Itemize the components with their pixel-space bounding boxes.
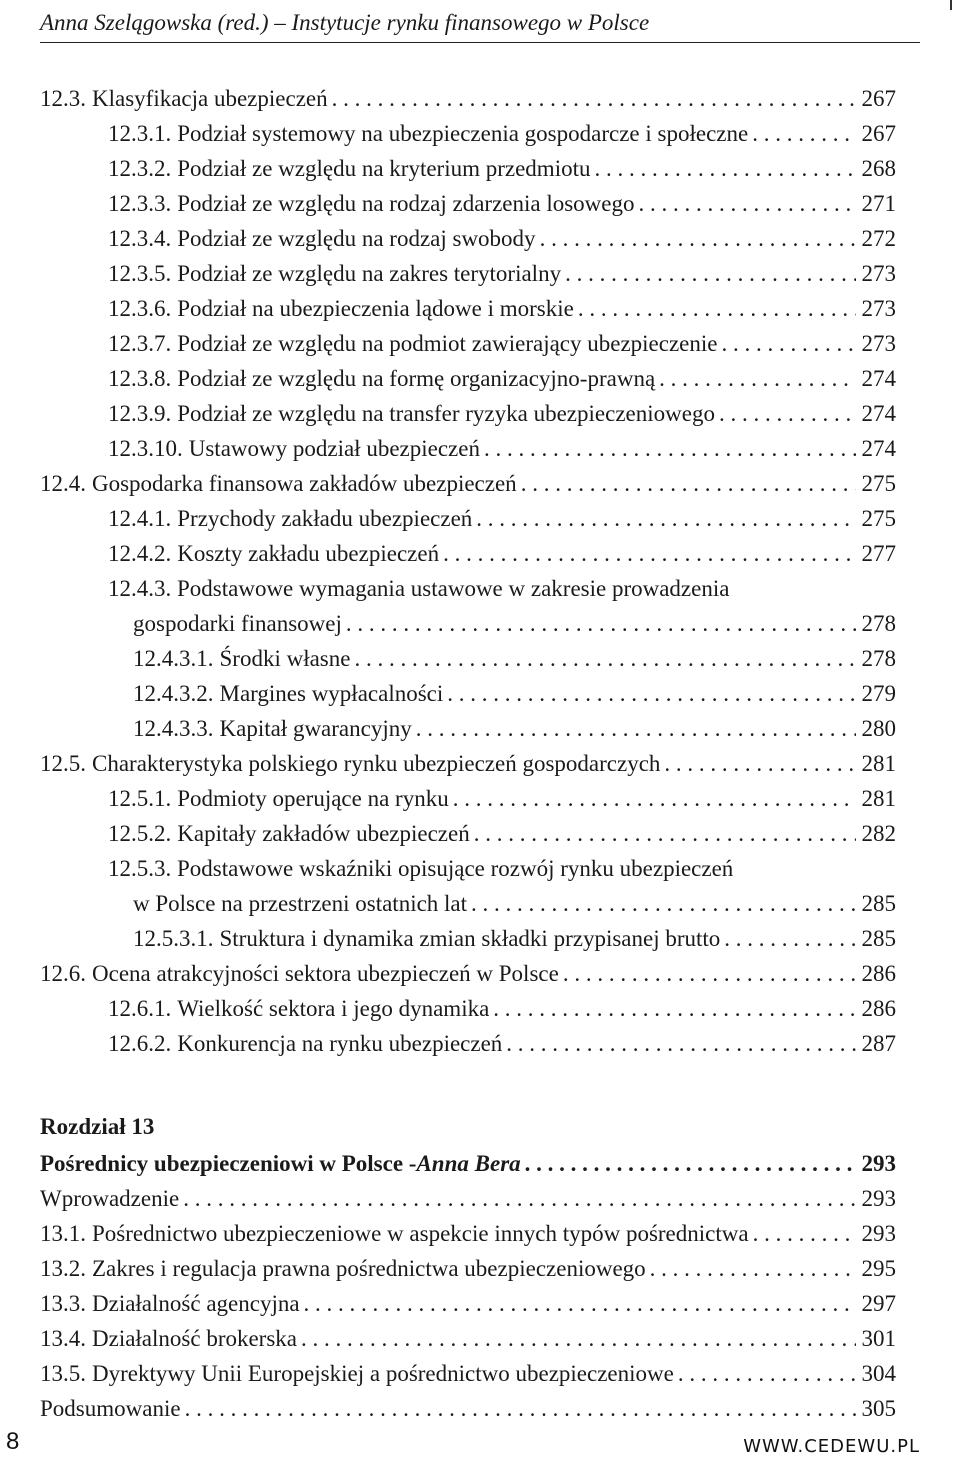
dot-leader [301, 1324, 855, 1354]
dot-leader [678, 1359, 856, 1389]
toc-entry-title: Gospodarka finansowa zakładów ubezpieczeń [92, 471, 517, 496]
toc-entry-number: 13.2. [40, 1256, 86, 1281]
toc-entry-title: Podział ze względu na zakres terytorialny [177, 261, 562, 286]
dot-leader [416, 714, 856, 744]
dot-leader [639, 189, 856, 219]
toc-entry[interactable] [108, 399, 896, 429]
toc-entry-title: Charakterystyka polskiego rynku ubezpieczeń gospodarczych [92, 751, 661, 776]
toc-entry-title: Podział ze względu na transfer ryzyka ubezpieczeniowego [177, 401, 715, 426]
chapter-page: 293 [861, 1151, 896, 1176]
corner-mark [950, 0, 952, 10]
toc-entry[interactable] [40, 84, 896, 114]
toc-entry-title: Kapitał gwarancyjny [219, 716, 412, 741]
toc-entry[interactable] [108, 504, 896, 534]
toc-entry[interactable] [108, 784, 896, 814]
toc-entry-title: Konkurencja na rynku ubezpieczeń [177, 1031, 503, 1056]
toc-entry-page: 273 [861, 331, 896, 356]
toc-entry-title: Podsumowanie [40, 1396, 181, 1421]
toc-entry-number: 12.4.3.3. [133, 716, 214, 741]
dot-leader [453, 784, 856, 814]
toc-entry-title: Ocena atrakcyjności sektora ubezpieczeń w Polsce [92, 961, 559, 986]
toc-entry-page: 286 [861, 961, 896, 986]
toc-entry-title: gospodarki finansowej [133, 611, 342, 636]
dot-leader [753, 1219, 856, 1249]
toc-entry-number: 12.5. [40, 751, 86, 776]
toc-entry[interactable] [108, 434, 896, 464]
toc-entry[interactable] [108, 329, 896, 359]
toc-entry-title: Pośrednictwo ubezpieczeniowe w aspekcie innych typów pośrednictwa [92, 1221, 749, 1246]
toc-entry-title: Podział na ubezpieczenia lądowe i morskie [177, 296, 574, 321]
toc-entry-title: Struktura i dynamika zmian składki przypisanej brutto [219, 926, 721, 951]
running-header: Anna Szelągowska (red.) – Instytucje rynku finansowego w Polsce [40, 10, 650, 35]
dot-leader [471, 889, 855, 919]
toc-entry-number: 12.6. [40, 961, 86, 986]
chapter-title-entry[interactable] [40, 1149, 896, 1179]
toc-entry-page: 275 [861, 471, 896, 496]
toc-entry-page: 279 [861, 681, 896, 706]
dot-leader [474, 819, 856, 849]
toc-entry-title: Podmioty operujące na rynku [177, 786, 449, 811]
toc-entry-page: 267 [861, 86, 896, 111]
toc-entry[interactable] [108, 1029, 896, 1059]
toc-entry-title: Margines wypłacalności [219, 681, 444, 706]
dot-leader [719, 399, 856, 429]
toc-entry-number: 12.5.3. [108, 856, 172, 881]
toc-entry-title: Koszty zakładu ubezpieczeń [177, 541, 440, 566]
toc-entry-page: 305 [861, 1396, 896, 1421]
toc-entry-page: 273 [861, 296, 896, 321]
toc-entry-title: Wprowadzenie [40, 1186, 180, 1211]
dot-leader [443, 539, 855, 569]
toc-entry-number: 12.3.3. [108, 191, 172, 216]
toc-entry-page: 278 [861, 646, 896, 671]
toc-entry-number: 12.3.5. [108, 261, 172, 286]
toc-entry-page: 282 [861, 821, 896, 846]
toc-entry[interactable] [108, 539, 896, 569]
dot-leader [354, 644, 855, 674]
header-rule [40, 42, 920, 43]
dot-leader [521, 469, 856, 499]
toc-entry-number: 12.3. [40, 86, 86, 111]
toc-entry-title: Przychody zakładu ubezpieczeń [177, 506, 473, 531]
toc-entry-page: 287 [861, 1031, 896, 1056]
toc-entry-number: 12.4.3.1. [133, 646, 214, 671]
toc-entry-page: 267 [861, 121, 896, 146]
toc-entry-title: Podział ze względu na kryterium przedmiotu [177, 156, 591, 181]
toc-entry-page: 272 [861, 226, 896, 251]
dot-leader [565, 259, 855, 289]
toc-entry-title: w Polsce na przestrzeni ostatnich lat [133, 891, 468, 916]
toc-entry[interactable] [40, 1359, 896, 1389]
toc-entry-number: 12.4. [40, 471, 86, 496]
toc-entry-title: Dyrektywy Unii Europejskiej a pośrednictwo ubezpieczeniowe [92, 1361, 674, 1386]
toc-entry-number: 13.1. [40, 1221, 86, 1246]
toc-entry[interactable] [40, 749, 896, 779]
toc-entry-title: Podział ze względu na rodzaj swobody [177, 226, 536, 251]
toc-entry[interactable] [40, 1219, 896, 1249]
toc-entry-number: 12.3.7. [108, 331, 172, 356]
toc-entry-number: 13.3. [40, 1291, 86, 1316]
toc-entry-page: 281 [861, 786, 896, 811]
dot-leader [332, 84, 856, 114]
toc-entry-number: 12.4.3.2. [133, 681, 214, 706]
toc-entry-page: 278 [861, 611, 896, 636]
chapter-label: Rozdział 13 [40, 1114, 155, 1139]
dot-leader [185, 1394, 856, 1424]
toc-entry-title: Podział ze względu na formę organizacyjno-prawną [177, 366, 656, 391]
toc-entry-page: 274 [861, 366, 896, 391]
toc-entry[interactable] [108, 294, 896, 324]
toc-entry-page: 293 [861, 1221, 896, 1246]
toc-entry-page: 304 [861, 1361, 896, 1386]
toc-entry-title: Ustawowy podział ubezpieczeń [188, 436, 480, 461]
toc-entry-page: 271 [861, 191, 896, 216]
toc-entry[interactable] [40, 1394, 896, 1424]
toc-entry-number: 13.5. [40, 1361, 86, 1386]
toc-entry-number: 12.5.2. [108, 821, 172, 846]
toc-entry-page: 280 [861, 716, 896, 741]
toc-entry-page: 273 [861, 261, 896, 286]
toc-entry[interactable] [133, 679, 896, 709]
toc-entry-number: 12.6.2. [108, 1031, 172, 1056]
toc-entry-page: 274 [861, 401, 896, 426]
toc-entry[interactable] [40, 1254, 896, 1284]
toc-entry-number: 12.3.4. [108, 226, 172, 251]
dot-leader [183, 1184, 855, 1214]
dot-leader [484, 434, 856, 464]
toc-entry[interactable] [108, 994, 896, 1024]
dot-leader [724, 924, 855, 954]
toc-entry-page: 301 [861, 1326, 896, 1351]
dot-leader [664, 749, 855, 779]
toc-entry-title: Kapitały zakładów ubezpieczeń [177, 821, 470, 846]
toc-entry[interactable] [108, 119, 896, 149]
dot-leader [540, 224, 856, 254]
toc-entry-number: 12.3.2. [108, 156, 172, 181]
dot-leader [346, 609, 856, 639]
toc-entry-page: 274 [861, 436, 896, 461]
toc-entry-title: Działalność brokerska [92, 1326, 298, 1351]
toc-entry-title: Klasyfikacja ubezpieczeń [92, 86, 328, 111]
toc-entry-page: 297 [861, 1291, 896, 1316]
toc-entry[interactable] [40, 469, 896, 499]
toc-entry-multiline[interactable] [108, 854, 733, 884]
toc-entry-page: 286 [861, 996, 896, 1021]
dot-leader [650, 1254, 856, 1284]
toc-entry-page: 285 [861, 891, 896, 916]
toc-entry-page: 275 [861, 506, 896, 531]
toc-entry[interactable] [108, 259, 896, 289]
toc-entry[interactable] [40, 959, 896, 989]
toc-entry-page: 293 [861, 1186, 896, 1211]
toc-entry-number: 13.4. [40, 1326, 86, 1351]
toc-entry-number: 12.3.8. [108, 366, 172, 391]
dot-leader [447, 679, 855, 709]
dot-leader [493, 994, 855, 1024]
toc-entry[interactable] [40, 1324, 896, 1354]
toc-entry-title: Środki własne [219, 646, 351, 671]
toc-entry-title: Podział systemowy na ubezpieczenia gospodarcze i społeczne [177, 121, 749, 146]
page-number: 8 [6, 1428, 20, 1455]
toc-entry-number: 12.3.6. [108, 296, 172, 321]
toc-entry-number: 12.3.1. [108, 121, 172, 146]
chapter-title: Pośrednicy ubezpieczeniowi w Polsce - [40, 1151, 417, 1176]
dot-leader [722, 329, 856, 359]
toc-entry-page: 277 [861, 541, 896, 566]
dot-leader [506, 1029, 855, 1059]
toc-entry[interactable] [108, 819, 896, 849]
toc-entry[interactable] [108, 224, 896, 254]
toc-entry-title: Podział ze względu na podmiot zawierający ubezpieczenie [177, 331, 718, 356]
toc-entry[interactable] [133, 714, 896, 744]
toc-entry-page: 295 [861, 1256, 896, 1281]
toc-entry-number: 12.3.10. [108, 436, 183, 461]
toc-entry-page: 268 [861, 156, 896, 181]
toc-entry-title: Podstawowe wskaźniki opisujące rozwój rynku ubezpieczeń [177, 856, 734, 881]
toc-entry[interactable] [133, 644, 896, 674]
toc-entry-number: 12.4.1. [108, 506, 172, 531]
toc-entry-page: 281 [861, 751, 896, 776]
dot-leader [752, 119, 855, 149]
toc-entry[interactable] [133, 924, 896, 954]
toc-entry-number: 12.5.1. [108, 786, 172, 811]
toc-entry[interactable] [108, 364, 896, 394]
toc-entry-number: 12.4.3. [108, 576, 172, 601]
toc-entry-title: Podstawowe wymagania ustawowe w zakresie prowadzenia [177, 576, 730, 601]
toc-entry[interactable] [108, 154, 896, 184]
toc-entry-title: Zakres i regulacja prawna pośrednictwa ubezpieczeniowego [92, 1256, 646, 1281]
toc-entry-title: Działalność agencyjna [92, 1291, 300, 1316]
toc-entry-number: 12.4.2. [108, 541, 172, 566]
toc-entry-title: Podział ze względu na rodzaj zdarzenia losowego [177, 191, 635, 216]
dot-leader [563, 959, 856, 989]
dot-leader [578, 294, 856, 324]
toc-entry-number: 12.5.3.1. [133, 926, 214, 951]
toc-entry[interactable] [40, 1184, 896, 1214]
toc-entry-title: Wielkość sektora i jego dynamika [177, 996, 490, 1021]
dot-leader [659, 364, 855, 394]
dot-leader [594, 154, 855, 184]
toc-entry-number: 12.3.9. [108, 401, 172, 426]
toc-entry-page: 285 [861, 926, 896, 951]
chapter-author: Anna Bera [416, 1151, 521, 1176]
dot-leader [525, 1149, 856, 1179]
toc-entry-continuation[interactable] [133, 889, 896, 919]
toc-entry[interactable] [108, 189, 896, 219]
publisher-website[interactable]: WWW.CEDEWU.PL [743, 1436, 920, 1457]
dot-leader [304, 1289, 856, 1319]
dot-leader [476, 504, 855, 534]
toc-entry[interactable] [40, 1289, 896, 1319]
toc-entry-number: 12.6.1. [108, 996, 172, 1021]
toc-entry-continuation[interactable] [133, 609, 896, 639]
toc-entry-multiline[interactable] [108, 574, 729, 604]
